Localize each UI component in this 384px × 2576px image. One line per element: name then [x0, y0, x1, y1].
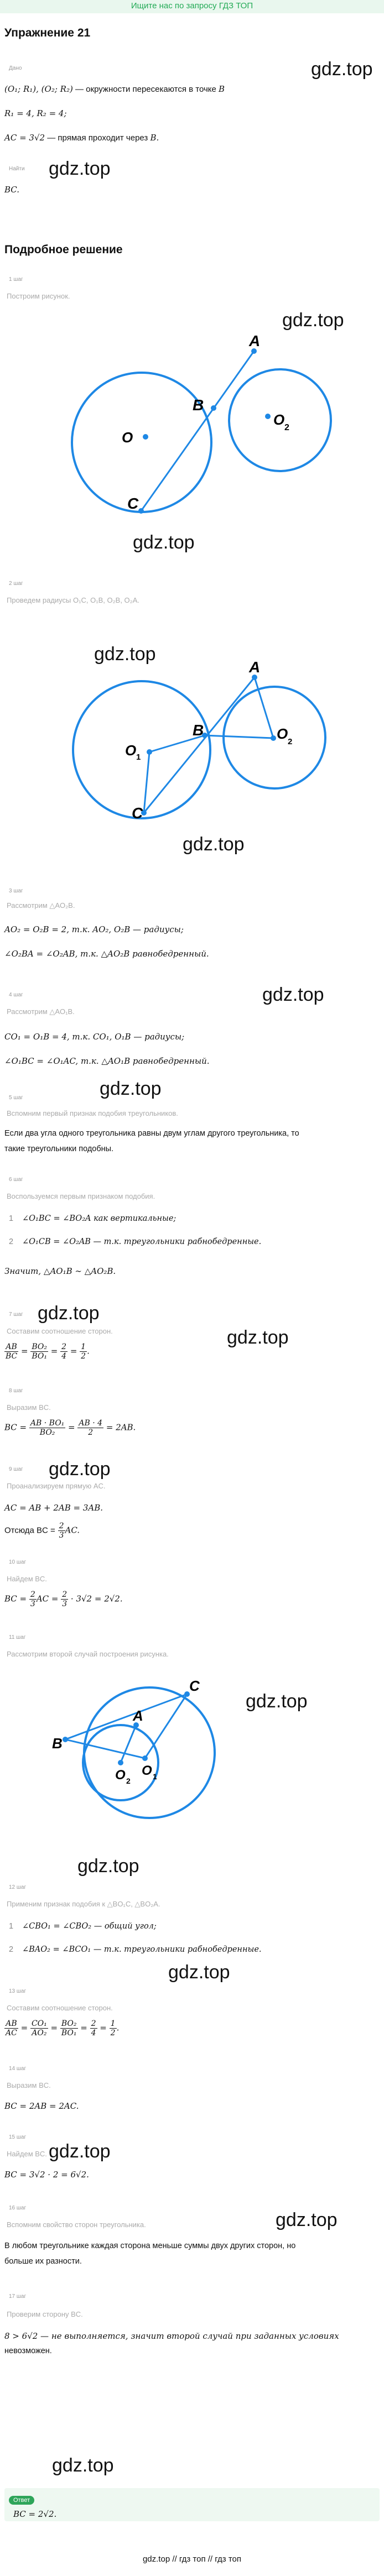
step-line: Значит, △AO₁B ∼ △AO₂B. [4, 1266, 116, 1276]
watermark: gdz.top [282, 310, 344, 331]
watermark: gdz.top [168, 1962, 230, 1983]
step-line: CO₁ = O₁B = 4, т.к. CO₁, O₁B — радиусы; [4, 1032, 185, 1042]
step-text: Вспомним первый признак подобия треугольников. [7, 1109, 178, 1117]
step-text: Проанализируем прямую AC. [7, 1482, 106, 1490]
step-tag: 3 шаг [9, 888, 23, 894]
watermark: gdz.top [77, 1856, 139, 1877]
line-ac [144, 677, 255, 813]
step-tag: 15 шаг [9, 2134, 27, 2140]
step-text: Выразим BC. [7, 1403, 51, 1412]
watermark: gdz.top [227, 1327, 289, 1348]
answer-tag: Ответ [9, 2496, 34, 2505]
watermark: gdz.top [49, 1459, 111, 1480]
label-b: B [193, 396, 204, 414]
watermark: gdz.top [100, 1078, 162, 1099]
step-line: невозможен. [4, 2347, 52, 2355]
formula-ratio-1: $\frac{AB}{BC}$ = $\frac{\text{BO₂}}{\text{BO₁}}$ = $\frac{2}{4}$ = $\frac{1}{2}$ . [6, 1342, 90, 1361]
label-o2: O [273, 411, 285, 428]
step-text: Выразим BC. [7, 2081, 51, 2089]
find-text: BC. [4, 185, 20, 195]
radius-o1c [144, 752, 149, 813]
step-line: ∠O₂BA = ∠O₂AB, т.к. △AO₂B равнобедренный. [4, 949, 209, 959]
watermark: gdz.top [183, 834, 245, 855]
step-tag: 13 шаг [9, 1988, 27, 1994]
step-text: Рассмотрим второй случай построения рисунка. [7, 1650, 169, 1658]
line-o2a [121, 1725, 136, 1763]
step-text: Проведем радиусы O₁C, O₁B, O₂B, O₂A. [7, 596, 139, 604]
label-o2: O [115, 1768, 126, 1783]
detailed-solution-title: Подробное решение [4, 243, 123, 256]
point-b [211, 405, 216, 411]
answer-box [4, 2488, 380, 2521]
figure-3 [50, 1670, 249, 1836]
label-a: A [249, 659, 261, 676]
step-text: Вспомним свойство сторон треугольника. [7, 2220, 146, 2229]
point-b [63, 1737, 68, 1742]
watermark: gdz.top [94, 644, 156, 665]
label-o2-sub: 2 [126, 1776, 131, 1785]
line-bc [65, 1694, 187, 1739]
step-line: BC = 2AB = 2AC. [4, 2101, 79, 2111]
step-tag: 8 шаг [9, 1388, 23, 1394]
step-text: Построим рисунок. [7, 292, 70, 300]
formula-bc-ratio: Отсюда BC = $\frac{2}{3}$ AC. [4, 1522, 80, 1540]
step-line: В любом треугольнике каждая сторона меньше суммы двух других сторон, но [4, 2241, 296, 2250]
top-banner[interactable]: Ищите нас по запросу ГДЗ ТОП [0, 0, 384, 13]
step-tag: 5 шаг [9, 1095, 23, 1101]
given-line-2: R₁ = 4, R₂ = 4; [4, 108, 67, 118]
label-o2-sub: 2 [288, 737, 293, 746]
step-tag: 6 шаг [9, 1177, 23, 1183]
formula-bc-value: BC = $\frac{2}{3}$ AC = $\frac{2}{3}$ · 3√2 = 2√2. [4, 1590, 123, 1608]
watermark: gdz.top [52, 2455, 114, 2476]
step-tag: 12 шаг [9, 1884, 27, 1890]
step-line: BC = 3√2 · 2 = 6√2. [4, 2170, 89, 2180]
list-item: 2 ∠BAO₂ = ∠BCO₁ — т.к. треугольники рабнобедренные. [9, 1945, 262, 1954]
formula-bc: BC = $\frac{\text{AB · BO₁}}{\text{BO₂}}$ = $\frac{AB \cdot 4}{2}$ = 2AB. [4, 1419, 136, 1437]
given-line-3: AC = 3√2 — прямая проходит через B. [4, 133, 159, 143]
label-a: A [249, 332, 261, 349]
label-b: B [52, 1735, 63, 1752]
figure-2 [66, 636, 343, 835]
line-bo1 [65, 1739, 145, 1758]
label-o1: O [142, 1763, 152, 1778]
watermark: gdz.top [311, 59, 373, 80]
circle-1 [73, 681, 210, 818]
label-c: C [132, 804, 143, 822]
step-tag: 9 шаг [9, 1466, 23, 1472]
label-a: A [133, 1707, 143, 1724]
step-line: больше их разности. [4, 2257, 82, 2266]
watermark: gdz.top [38, 1303, 100, 1324]
step-tag: 10 шаг [9, 1559, 27, 1565]
formula-ratio-2: $\frac{AB}{AC}$ = $\frac{\text{CO₁}}{\text{AO₂}}$ = $\frac{\text{BO₂}}{\text{BO₁}}$ = $\frac{2}{4}$ = $\frac{1}{2}$ . [6, 2019, 120, 2037]
point-o1 [143, 434, 148, 440]
step-tag: 16 шаг [9, 2205, 27, 2211]
watermark: gdz.top [133, 532, 195, 553]
step-text: Найдем BC. [7, 2150, 47, 2158]
step-text: Составим соотношение сторон. [7, 2004, 113, 2012]
label-o1: O [122, 429, 133, 446]
step-tag: 2 шаг [9, 581, 23, 587]
point-o1 [142, 1755, 148, 1761]
page-title: Упражнение 21 [4, 27, 91, 39]
step-line: AC = AB + 2AB = 3AB. [4, 1503, 103, 1513]
find-tag: Найти [9, 166, 25, 172]
step-tag: 7 шаг [9, 1311, 23, 1318]
watermark: gdz.top [276, 2209, 338, 2230]
answer-text: BC = 2√2. [13, 2509, 57, 2519]
step-tag: 11 шаг [9, 1634, 26, 1640]
label-c: C [127, 495, 139, 512]
point-o1 [147, 749, 152, 755]
label-o1-sub: 1 [153, 1772, 157, 1781]
step-line: ∠O₁BC = ∠O₁AC, т.к. △AO₁B равнобедренный. [4, 1056, 210, 1066]
point-o2 [271, 735, 276, 741]
step-tag: 1 шаг [9, 276, 23, 283]
watermark: gdz.top [49, 158, 111, 179]
watermark: gdz.top [246, 1691, 308, 1712]
point-o2 [265, 414, 271, 419]
label-b: B [193, 722, 204, 739]
footer-links[interactable]: gdz.top // гдз топ // гдз топ [142, 2554, 242, 2564]
step-text: Применим признак подобия к △BO₁C, △BO₂A. [7, 1900, 160, 1908]
step-line: такие треугольники подобны. [4, 1145, 114, 1153]
label-o2: O [277, 725, 288, 742]
given-tag: Дано [9, 65, 22, 71]
step-text: Рассмотрим △AO₁B. [7, 1007, 75, 1016]
step-text: Найдем BC. [7, 1575, 47, 1583]
list-item: 2 ∠O₁CB = ∠O₂AB — т.к. треугольники рабнобедренные. [9, 1237, 262, 1246]
label-c: C [189, 1678, 200, 1694]
step-tag: 14 шаг [9, 2066, 27, 2072]
step-tag: 4 шаг [9, 992, 23, 998]
label-o2-sub: 2 [284, 423, 289, 432]
watermark: gdz.top [49, 2141, 111, 2162]
list-item: 1 ∠O₁BC = ∠BO₂A как вертикальные; [9, 1214, 177, 1223]
list-item: 1 ∠CBO₁ = ∠CBO₂ — общий угол; [9, 1922, 157, 1931]
given-line-1: (O₁; R₁), (O₂; R₂) — окружности пересекаются в точке B [4, 84, 225, 94]
step-line: Если два угла одного треугольника равны двум углам другого треугольника, то [4, 1129, 299, 1138]
label-o1-sub: 1 [136, 753, 141, 762]
step-text: Рассмотрим △AO₂B. [7, 901, 75, 910]
point-c [138, 508, 144, 514]
step-line: 8 > 6√2 — не выполняется, значит второй случай при заданных условиях [4, 2331, 339, 2341]
figure-1 [66, 332, 343, 536]
step-text: Проверим сторону BC. [7, 2310, 83, 2318]
step-tag: 17 шаг [9, 2293, 27, 2300]
point-o2 [118, 1760, 123, 1765]
watermark: gdz.top [262, 984, 324, 1005]
radius-o2b [205, 735, 273, 738]
step-text: Составим соотношение сторон. [7, 1327, 113, 1335]
line-o1c [145, 1694, 187, 1758]
step-text: Воспользуемся первым признаком подобия. [7, 1192, 155, 1200]
step-line: AO₂ = O₂B = 2, т.к. AO₂, O₂B — радиусы; [4, 924, 184, 934]
label-o1: O [125, 742, 137, 759]
